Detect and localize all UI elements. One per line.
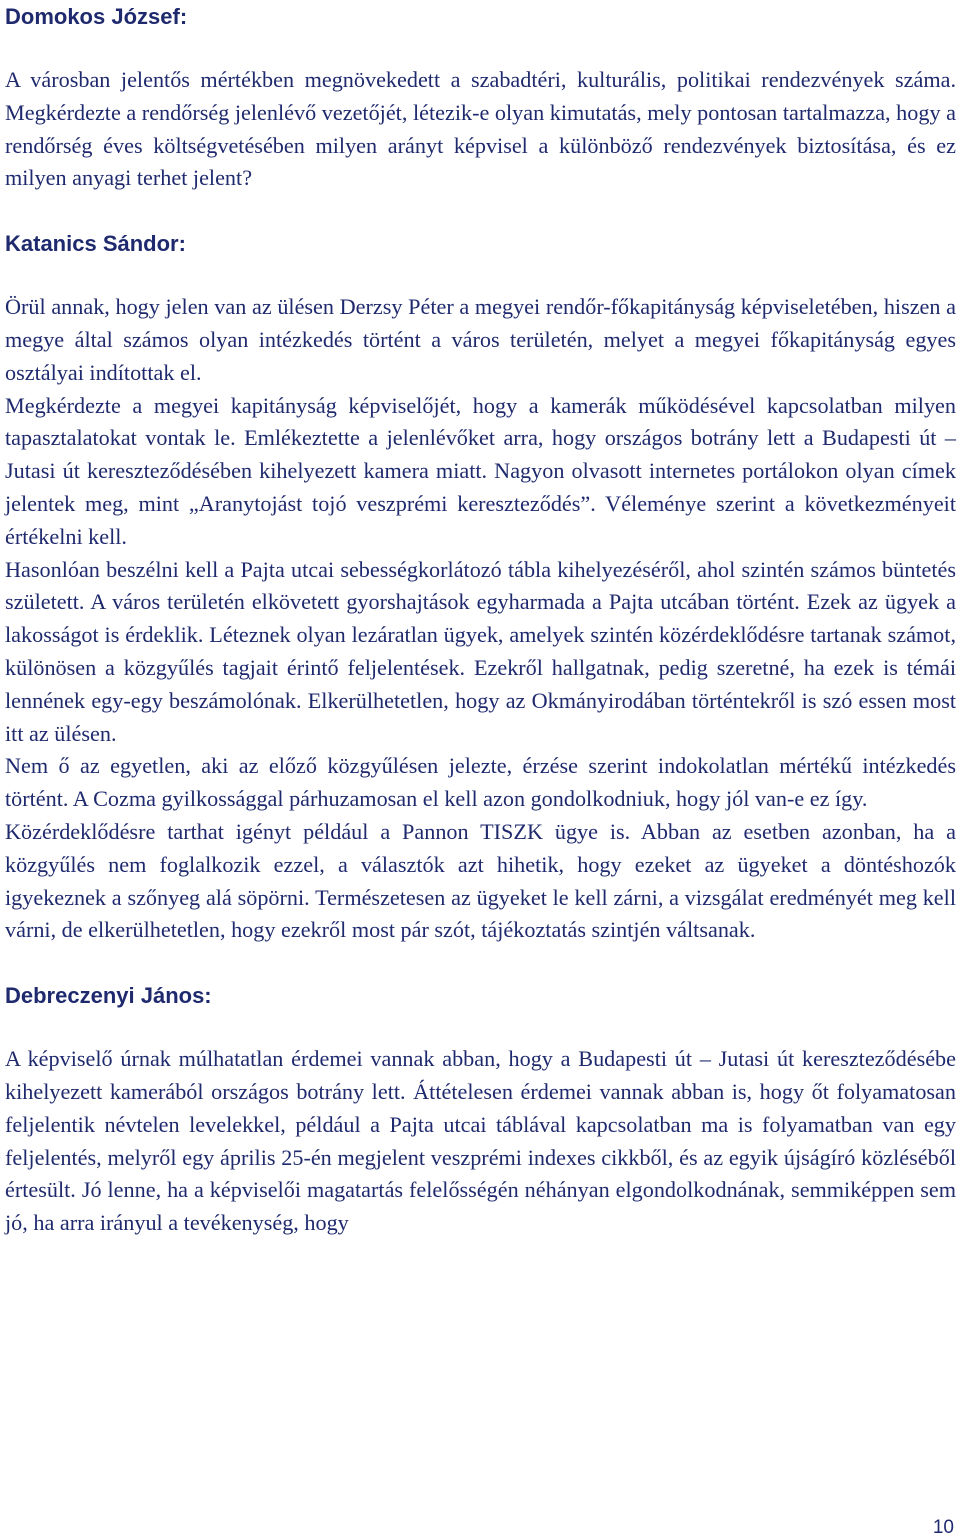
speech-paragraph: Megkérdezte a megyei kapitányság képviselőjét, hogy a kamerák működésével kapcsolatban milyen tapasztalatokat vontak le. Emlékeztette a jelenlévőket arra, hogy országos botrány lett a Budapesti út – Jutasi út kereszteződésében kihelyezett kamera miatt. Nagyon olvasott internetes portálokon olyan címek jelentek meg, mint „Aranytojást tojó veszprémi kereszteződés”. Véleménye szerint a következményeit értékelni kell.	[5, 392, 956, 549]
speaker-heading-domokos: Domokos József:	[5, 4, 188, 29]
speaker-heading-katanics: Katanics Sándor:	[5, 231, 186, 257]
speech-paragraph: Nem ő az egyetlen, aki az előző közgyűlésen jelezte, érzése szerint indokolatlan mértékű intézkedés történt. A Cozma gyilkossággal párhuzamosan el kell azon gondolkodniuk, hogy jól van-e ez így.	[5, 753, 956, 812]
page-number: 10	[932, 1517, 954, 1538]
speaker-heading-debreczenyi: Debreczenyi János:	[5, 983, 212, 1009]
speech-paragraph: Örül annak, hogy jelen van az ülésen Derzsy Péter a megyei rendőr-főkapitányság képviseletében, hiszen a megye által számos olyan intézkedés történt a város területén, melyet a megyei főkapitányság egyes osztályai indítottak el.	[5, 294, 956, 385]
speech-paragraph: A városban jelentős mértékben megnövekedett a szabadtéri, kulturális, politikai rendezvények száma. Megkérdezte a rendőrség jelenlévő vezetőjét, létezik-e olyan kimutatás, mely pontosan tartalmazza, hogy a rendőrség éves költségvetésében milyen arányt képvisel a különböző rendezvények biztosítása, és ez milyen anyagi terhet jelent?	[5, 67, 956, 191]
speech-paragraph: Közérdeklődésre tarthat igényt például a Pannon TISZK ügye is. Abban az esetben azonban, ha a közgyűlés nem foglalkozik ezzel, a választók azt hihetik, hogy ezeket az ügyeket a döntéshozók igyekeznek a szőnyeg alá söpörni. Természetesen az ügyeket le kell zárni, a vizsgálat eredményét meg kell várni, de elkerülhetetlen, hogy ezekről most pár szót, tájékoztatás szintjén váltsanak.	[5, 818, 956, 943]
speech-paragraph: Hasonlóan beszélni kell a Pajta utcai sebességkorlátozó tábla kihelyezéséről, ahol szintén számos büntetés született. A város területén elkövetett gyorshajtások egyharmada a Pajta utcában történt. Ezek az ügyek a lakosságot is érdeklik. Léteznek olyan lezáratlan ügyek, amelyek szintén közérdeklődésre tartanak számot, különösen a közgyűlés tagjait érintő feljelentések. Ezekről hallgatnak, pedig szeretné, ha ezek is témái lennének egy-egy beszámolónak. Elkerülhetetlen, hogy az Okmányirodában történtekről is szó essen most itt az ülésen.	[5, 556, 956, 746]
speech-paragraph: A képviselő úrnak múlhatatlan érdemei vannak abban, hogy a Budapesti út – Jutasi út kereszteződésébe kihelyezett kamerából országos botrány lett. Áttételesen érdemei vannak abban is, hogy őt folyamatosan feljelentik névtelen levelekkel, például a Pajta utcai táblával kapcsolatban ma is folyamatban van egy feljelentés, melyről egy április 25-én megjelent veszprémi indexes cikkből, és az egyik újságíró közléséből értesült. Jó lenne, ha a képviselői magatartás felelősségén néhányan elgondolkodnának, semmiképpen sem jó, ha arra irányul a tevékenység, hogy	[5, 1046, 956, 1236]
document-page	[5, 0, 956, 1240]
